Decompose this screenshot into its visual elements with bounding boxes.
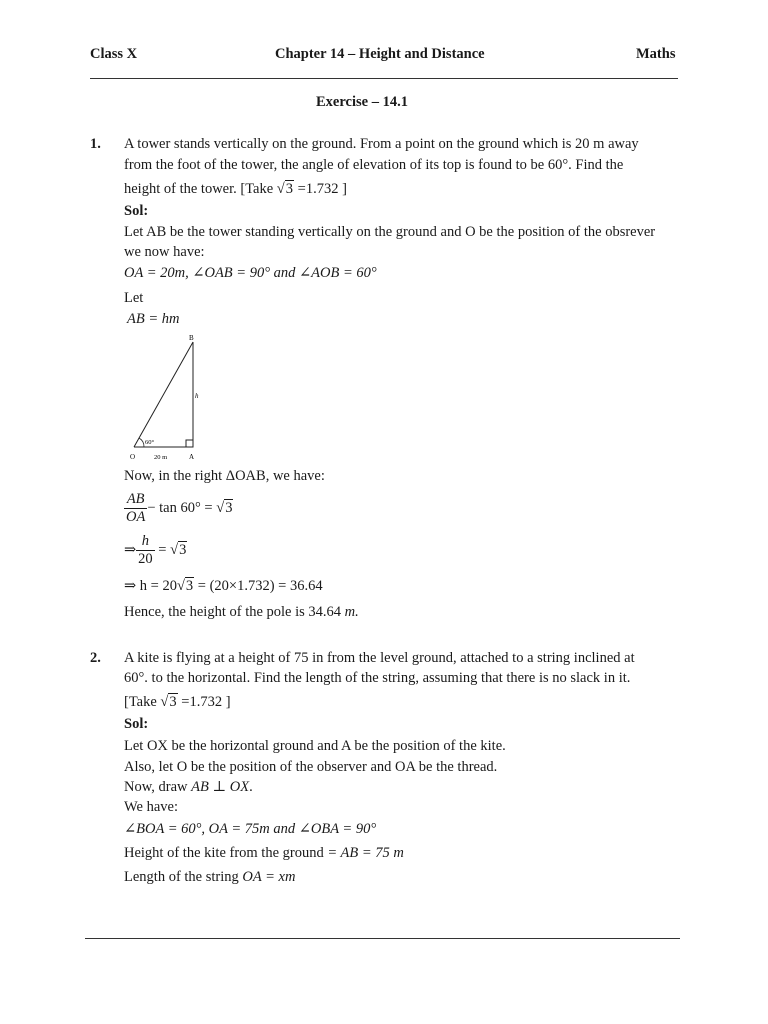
q1-conclusion: Hence, the height of the pole is 34.64 m. <box>124 604 359 620</box>
angle-arc <box>139 438 144 447</box>
label-angle: 60° <box>145 439 155 446</box>
q2-text-line1: A kite is flying at a height of 75 in from the level ground, attached to a string inclined at <box>124 650 635 666</box>
q1-sol-label: Sol: <box>124 203 149 219</box>
q1-sol-let: Let <box>124 290 144 306</box>
header-chapter: Chapter 14 – Height and Distance <box>275 46 485 62</box>
footer-rule <box>85 938 680 939</box>
q2-sol-line4: We have: <box>124 799 178 815</box>
q1-equation-2: ⇒ $\frac{h}{20}$ = √3 <box>124 533 187 567</box>
q2-number: 2. <box>90 650 101 666</box>
q1-text-line1: A tower stands vertically on the ground. From a point on the ground which is 20 m away <box>124 136 639 152</box>
q1-equation-3: ⇒ h = 20√3 = (20×1.732) = 36.64 <box>124 578 323 594</box>
q2-sol-line3: Now, draw AB ⊥ OX. <box>124 779 253 795</box>
triangle-hypotenuse <box>134 342 193 447</box>
q1-number: 1. <box>90 136 101 152</box>
q2-sol-line2: Also, let O be the position of the observer and OA be the thread. <box>124 759 498 775</box>
label-h: h <box>195 392 199 400</box>
q1-sol-given: OA = 20m, ∠OAB = 90° and ∠AOB = 60° <box>124 265 377 281</box>
q1-sol-line1: Let AB be the tower standing vertically on the ground and O be the position of the obsrever <box>124 224 656 240</box>
q2-sol-given: ∠BOA = 60°, OA = 75m and ∠OBA = 90° <box>124 821 377 837</box>
q2-sol-height: Height of the kite from the ground = AB = 75 m <box>124 845 404 861</box>
q1-sol-line2: we now have: <box>124 244 205 260</box>
q2-sol-line1: Let OX be the horizontal ground and A be the position of the kite. <box>124 738 506 754</box>
q1-text-line3: height of the tower. [Take √3 =1.732 ] <box>124 181 347 197</box>
header-subject: Maths <box>636 46 676 62</box>
q2-text-line2: 60°. to the horizontal. Find the length of the string, assuming that there is no slack in it. <box>124 670 631 686</box>
q2-sol-label: Sol: <box>124 716 149 732</box>
right-angle-mark <box>186 440 193 447</box>
q2-sol-length: Length of the string OA = xm <box>124 869 296 885</box>
label-a: A <box>189 453 195 461</box>
q1-equation-1: $\frac{AB}{OA}$ − tan 60° = √3 <box>126 491 233 525</box>
label-b: B <box>189 334 194 342</box>
header-class: Class X <box>90 46 138 62</box>
exercise-title: Exercise – 14.1 <box>316 94 408 110</box>
q1-sol-ab: AB = hm <box>127 311 180 327</box>
header-rule <box>90 78 678 79</box>
q1-triangle-diagram <box>122 330 212 465</box>
q1-sol-now: Now, in the right ΔOAB, we have: <box>124 468 325 484</box>
label-dist: 20 m <box>154 454 168 461</box>
label-o: O <box>130 453 136 461</box>
q1-text-line2: from the foot of the tower, the angle of elevation of its top is found to be 60°. Find the <box>124 157 624 173</box>
q2-text-line3: [Take √3 =1.732 ] <box>124 694 231 710</box>
